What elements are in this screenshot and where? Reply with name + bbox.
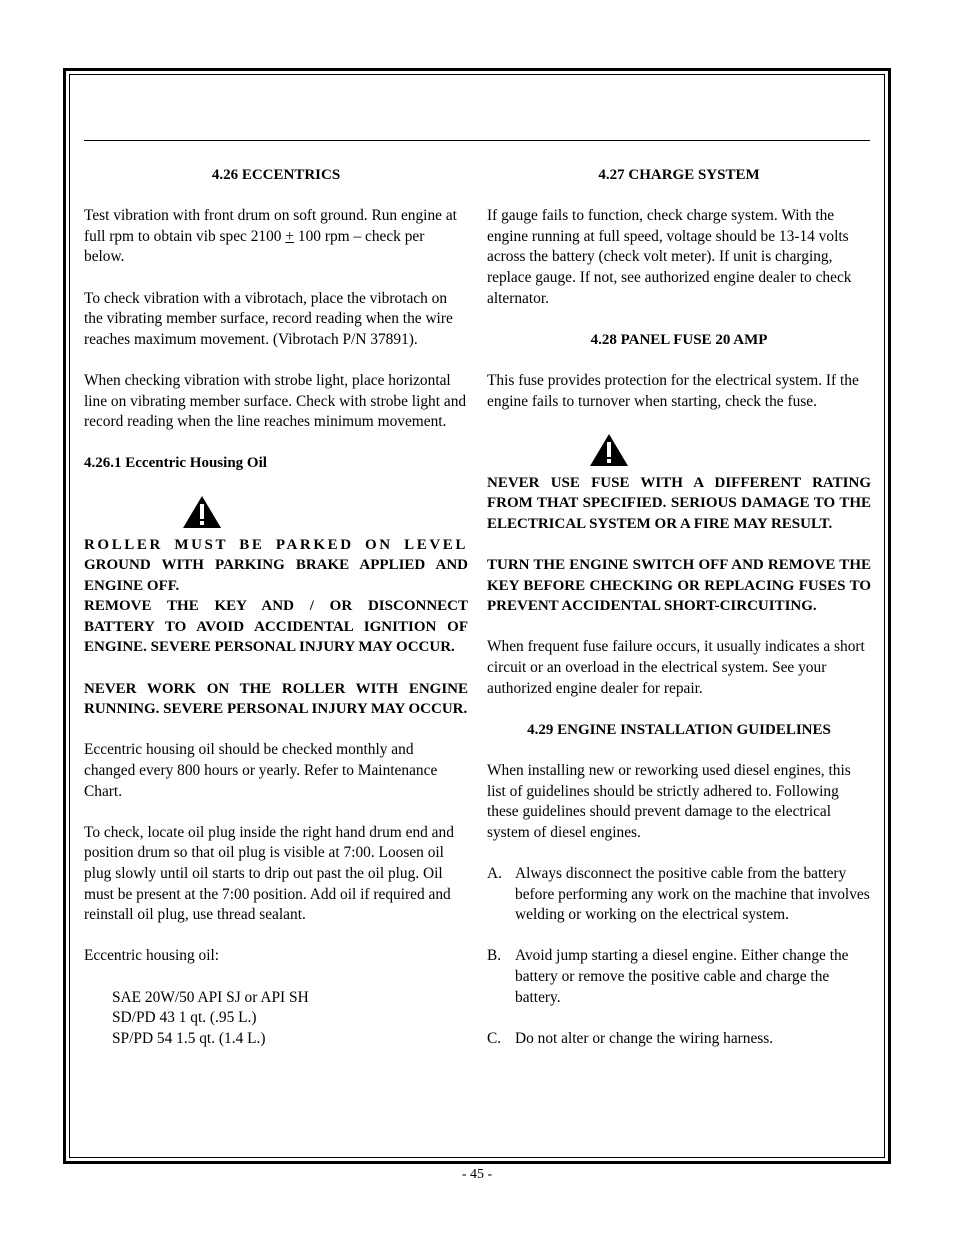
- oil-spec-heading: Eccentric housing oil:: [84, 947, 220, 965]
- engine-switch-warning: TURN THE ENGINE SWITCH OFF AND REMOVE THE KEY BEFORE CHECKING OR REPLACING FUSES TO PREVENT ACCIDENTAL SHORT-CIRCUITING.: [487, 557, 871, 615]
- section-4-28-title: 4.28 PANEL FUSE 20 AMP: [590, 331, 768, 348]
- fuse-rating-warning: NEVER USE FUSE WITH A DIFFERENT RATING FROM THAT SPECIFIED. SERIOUS DAMAGE TO THE ELECTRICAL SYSTEM OR A FIRE MAY RESULT.: [487, 474, 871, 532]
- installation-intro-paragraph: When installing new or reworking used diesel engines, this list of guidelines should be strictly adhered to. Following these guidelines should prevent damage to the electrical system of diesel engines.: [487, 762, 851, 841]
- section-4-26-title: 4.26 ECCENTRICS: [211, 167, 341, 183]
- page-number: - 45 -: [461, 1167, 493, 1182]
- section-4-26-1-title: 4.26.1 Eccentric Housing Oil: [84, 455, 267, 472]
- left-column: [84, 165, 468, 1049]
- oil-spec-item: SD/PD 43 1 qt. (.95 L.): [112, 1009, 257, 1027]
- oil-spec-item: SP/PD 54 1.5 qt. (1.4 L.): [112, 1029, 266, 1047]
- strobe-paragraph: When checking vibration with strobe light, place horizontal line on vibrating member surface. Check with strobe light and record reading when the line reaches minimum movement.: [84, 371, 467, 431]
- list-item: C. Do not alter or change the wiring harness.: [487, 1029, 774, 1047]
- vibrotach-paragraph: To check vibration with a vibrotach, place the vibrotach on the vibrating member surface, record reading when the wire reaches maximum movement. (Vibrotach P/N 37891).: [84, 289, 453, 348]
- charge-system-paragraph: If gauge fails to function, check charge system. With the engine running at full speed, voltage should be 13-14 volts across the battery (check volt meter). If unit is charging, replace gauge. If not, see authorized engine dealer to check alternator.: [487, 207, 852, 307]
- warning-icon: [589, 433, 629, 467]
- warning-icon: [182, 495, 222, 529]
- battery-warning: REMOVE THE KEY AND / OR DISCONNECT BATTERY TO AVOID ACCIDENTAL IGNITION OF ENGINE. SEVERE PERSONAL INJURY MAY OCCUR.: [84, 598, 468, 656]
- fuse-failure-paragraph: When frequent fuse failure occurs, it usually indicates a short circuit or an overload in the electrical system. See your authorized engine dealer for repair.: [487, 638, 865, 697]
- oil-spec-item: SAE 20W/50 API SJ or API SH: [112, 988, 309, 1006]
- oil-plug-paragraph: To check, locate oil plug inside the right hand drum end and position drum so that oil plug is visible at 7:00. Loosen oil plug slowly until oil starts to drip out past the oil plug. Oil must be present at the 7:00 position. Add oil if required and reinstall oil plug, use thread sealant.: [84, 823, 454, 924]
- list-item: B. Avoid jump starting a diesel engine. Either change the battery or remove the positive cable and charge the battery.: [487, 947, 849, 1006]
- vibration-test-paragraph: Test vibration with front drum on soft ground. Run engine at full rpm to obtain vib spec 2100 + 100 rpm – check per below.: [84, 207, 457, 266]
- engine-running-warning: NEVER WORK ON THE ROLLER WITH ENGINE RUNNING. SEVERE PERSONAL INJURY MAY OCCUR.: [84, 680, 468, 718]
- right-column: [487, 165, 871, 1070]
- section-4-29-title: 4.29 ENGINE INSTALLATION GUIDELINES: [527, 721, 831, 738]
- housing-oil-check-paragraph: Eccentric housing oil should be checked monthly and changed every 800 hours or yearly. Refer to Maintenance Chart.: [84, 741, 438, 800]
- section-4-27-title: 4.27 CHARGE SYSTEM: [598, 167, 760, 183]
- list-item: A. Always disconnect the positive cable from the battery before performing any work on the machine that involves welding or working on the electrical system.: [487, 865, 870, 924]
- header-rule: [84, 140, 870, 141]
- parking-warning: ROLLER MUST BE PARKED ON LEVEL GROUND WITH PARKING BRAKE APPLIED AND ENGINE OFF. REMOVE THE KEY AND / OR DISCONNECT BATTERY TO AVOID ACCIDENTAL IGNITION OF ENGINE. SEVERE PERSONAL INJURY MAY OCCUR.: [84, 535, 468, 659]
- oil-spec-list: [84, 988, 468, 1050]
- fuse-paragraph: This fuse provides protection for the electrical system. If the engine fails to turnover when starting, check the fuse.: [487, 371, 859, 410]
